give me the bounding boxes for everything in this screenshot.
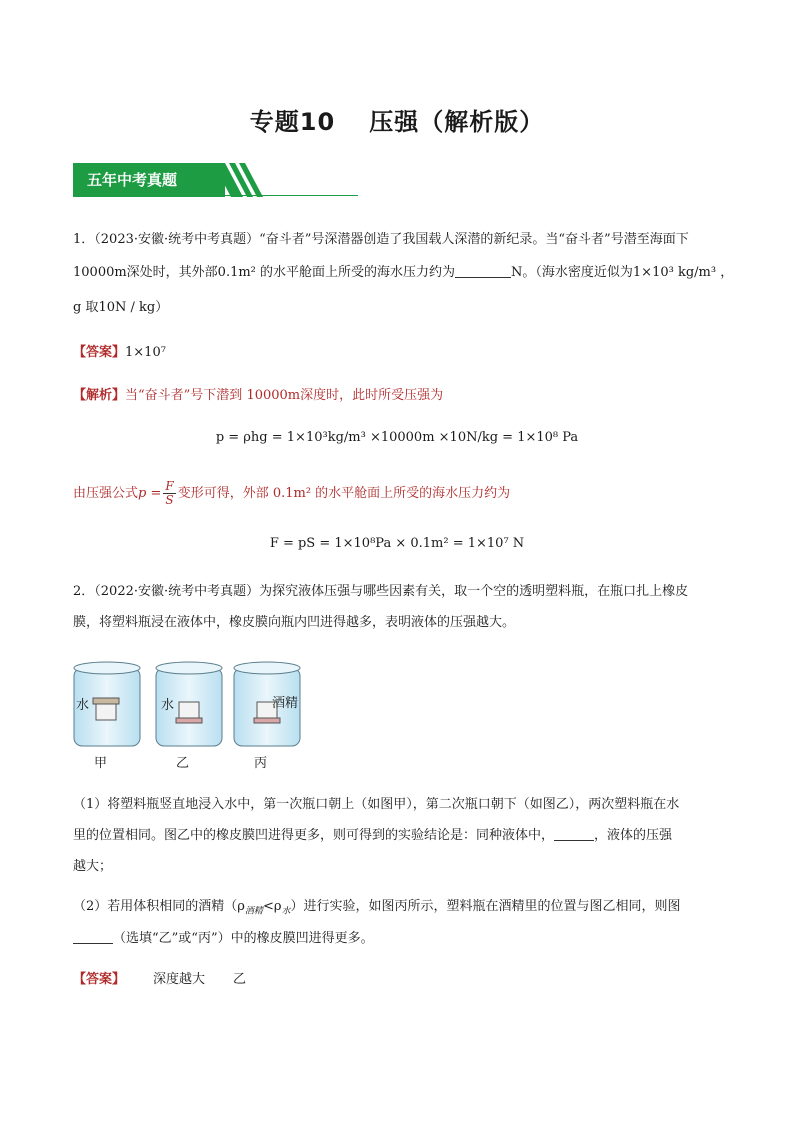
liquid-label-1: 水	[76, 698, 90, 713]
sub2-blank	[73, 929, 113, 944]
section-underline	[73, 195, 358, 196]
answer-tag-2: 【答案】	[73, 972, 126, 987]
sub2-rest: ）进行实验，如图丙所示，塑料瓶在酒精里的位置与图乙相同，则图	[290, 899, 681, 914]
liquid-label-3: 酒精	[272, 696, 299, 711]
q2-answer-1: 深度越大	[153, 972, 206, 987]
sub1-rest: ，液体的压强	[594, 828, 673, 843]
sub2-line2-text: （选填“乙”或“丙”）中的橡皮膜凹进得更多。	[113, 931, 374, 946]
page-title	[0, 102, 794, 137]
liquid-label-2: 水	[161, 698, 175, 713]
caption-yi: 乙	[176, 756, 190, 771]
fraction-numerator: F	[165, 479, 174, 493]
caption-bing: 丙	[254, 756, 268, 771]
q2-answer-2: 乙	[233, 972, 247, 987]
q2-line1: 2．（2022·安徽·统考中考真题）为探究液体压强与哪些因素有关，取一个空的透明塑料瓶，在瓶口扎上橡皮	[73, 584, 689, 599]
derive-p: p =	[138, 486, 162, 501]
sub2-subscript-alcohol: 酒精	[244, 906, 263, 917]
sub1-blank	[554, 826, 594, 841]
q1-formula-pressure: p = ρhg = 1×10³kg/m³ ×10000m ×10N/kg = 1×10⁸ Pa	[215, 430, 579, 445]
answer-tag: 【答案】	[73, 345, 126, 360]
experiment-figure	[66, 660, 316, 770]
q2-sub2-line2	[73, 929, 723, 949]
q2-sub2-line1	[73, 897, 723, 922]
stripes-decoration-icon	[213, 163, 273, 197]
q1-line2-text: 10000m深处时，其外部0.1m² 的水平舱面上所受的海水压力约为	[73, 265, 456, 280]
q2-sub1-line2	[73, 826, 723, 846]
derive-rest: 变形可得，外部 0.1m² 的水平舱面上所受的海水压力约为	[177, 486, 511, 501]
analysis-tag: 【解析】	[73, 388, 126, 403]
q1-answer-value: 1×10⁷	[125, 345, 166, 360]
q2-sub1-line3: 越大；	[73, 859, 113, 874]
sub2-lt: <ρ	[262, 899, 282, 914]
q1-analysis-text: 当“奋斗者”号下潜到 10000m深度时，此时所受压强为	[125, 388, 444, 403]
q1-blank	[455, 263, 511, 278]
section-label: 五年中考真题	[73, 163, 225, 197]
q1-line2	[73, 263, 734, 283]
q1-line2-rest: N。（海水密度近似为1×10³ kg/m³ ，	[511, 265, 734, 280]
q2-answer	[73, 970, 723, 990]
q1-line1: 1．（2023·安徽·统考中考真题）“奋斗者”号深潜器创造了我国载人深潜的新纪录。当“奋斗者”号潜至海面下	[73, 232, 689, 247]
fraction	[163, 480, 175, 507]
sub1-text: 里的位置相同。图乙中的橡皮膜凹进得更多，则可得到的实验结论是：同种液体中，	[73, 828, 555, 843]
section-header	[73, 163, 358, 197]
caption-jia: 甲	[94, 756, 108, 771]
derive-intro: 由压强公式	[73, 486, 139, 501]
sub2-subscript-water: 水	[281, 906, 291, 917]
q1-derivation	[73, 480, 723, 507]
q2-line2: 膜，将塑料瓶浸在液体中，橡皮膜向瓶内凹进得越多，表明液体的压强越大。	[73, 615, 516, 630]
q1-analysis	[73, 386, 723, 406]
title-subject: 压强（解析版）	[369, 108, 545, 136]
sub2-text: （2）若用体积相同的酒精（ρ	[73, 899, 245, 914]
title-topic: 专题10	[249, 108, 336, 136]
q1-line3: g 取10N / kg）	[73, 300, 169, 315]
fraction-denominator: S	[165, 493, 174, 507]
q1-answer	[73, 343, 723, 363]
q2-sub1-line1: （1）将塑料瓶竖直地浸入水中，第一次瓶口朝上（如图甲），第二次瓶口朝下（如图乙），两次塑料瓶在水	[73, 797, 680, 812]
q1-formula-force: F = pS = 1×10⁸Pa × 0.1m² = 1×10⁷ N	[269, 536, 525, 551]
